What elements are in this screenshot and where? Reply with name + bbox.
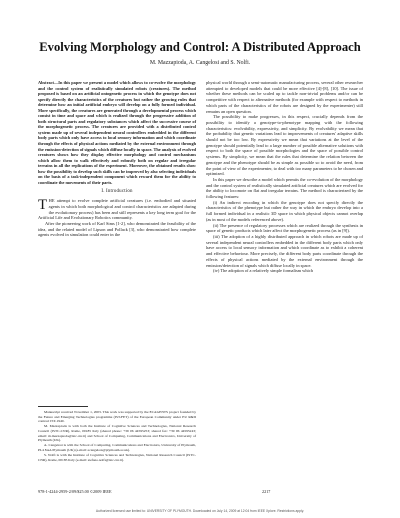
section-heading-introduction: I. Introduction xyxy=(101,189,133,195)
right-paragraph-5: (ii) The presence of regulatory processes which are realized through the synthesis in space of genetic products which later affect the morphogenetic process (as in [9]). xyxy=(206,222,363,234)
footnote-author-3: S. Nolfi is with the Institute of Cognitive Sciences and Technologies, National Research Council (ISTC-CNR), Rome, 00185 Italy (e-mail: stefano.nolfi@istc.cnr.it). xyxy=(38,453,196,462)
intro-paragraph-2: After the pioneering work of Karl Sims [1-2], who demonstrated the feasibility of the idea, and the related model of Lipson and Pollack [3], who demonstrated how complete agents evolved in simulation could enter in the xyxy=(38,220,196,238)
drop-cap: T xyxy=(38,197,48,214)
footnotes xyxy=(38,410,196,463)
right-column xyxy=(206,80,363,274)
intro-paragraph-1-text: HE attempt to evolve complete artificial creatures (i.e. embodied and situated agents in which both morphological and control characteristics are adapted during the evolutionary process) has been and still represents a key long term goal for the Artificial Life and Evolutionary Robotics community. xyxy=(38,198,196,221)
right-paragraph-1: physical world through a semi-automatic manufacturing process, several other researcher attempted to developed models that could be more effective [4]-[8], [10]. The issue of whether these methods can be scaled up to tackle non-trivial problems and/or can be competitive with respect to alternative methods (for example with respect to methods in which parts of the characteristics of the robots are designed by the experimenter) still remains an open question. xyxy=(206,80,363,114)
intro-paragraph-1 xyxy=(38,198,196,221)
footnote-author-1: M. Mazzapioda is with both the Institute of Cognitive Sciences and Technologies, National Research Council (ISTC-CNR), Rome, 00185 Italy (shared phone: +39 06 44595253; shared fax: +39 06 44595243; email: m.mazzapioda@istc.cnr.it) and School of Computing, Communications and Electronics, University of Plymouth (UK). xyxy=(38,424,196,443)
footnote-manuscript: Manuscript received November 1, 2003. This work was supported by the ECAGENTS project founded by the Future and Emerging Technologies programme (IST-FET) of the European Community under EU R&D contract IST-1940. xyxy=(38,410,196,424)
right-paragraph-3: In this paper we describe a model which permits the co-evolution of the morphology and the control system of realistically simulated artificial creatures which are evolved for the ability to locomote on flat and irregular terrains. The method is characterized by the following features: xyxy=(206,176,363,200)
page-number: 2217 xyxy=(262,489,271,494)
right-paragraph-6: (iii) The adoption of a highly distributed approach in which robots are made up of several independent neural controllers embedded in the different body parts which only have access to local sensory information and which coordinate as to exhibit a coherent and effective behaviour. More precisely, the different body parts coordinate through the effects of physical actions mediated by the external environment through the emission/detection of signals which diffuse locally in space. xyxy=(206,233,363,268)
right-paragraph-4: (i) An indirect encoding in which the genotype does not specify directly the characteristics of the phenotype but rather the way in which the embryo develop into a full formed individual in a realistic 3D space in which physical objects cannot overlap (as in most of the models referenced above). xyxy=(206,199,363,222)
paper-authors: M. Mazzapioda, A. Cangelosi and S. Nolfi. xyxy=(149,60,251,66)
right-paragraph-7: (iv) The adoption of a relatively simple formalism which xyxy=(213,268,313,274)
right-paragraph-2: The possibility to make progresses, in this respect, crucially depends from the possibility to identify a genotype-to-phenotype mapping with the following characteristics: evolvability, expressivity, and simplicity. By evolvability we mean that the probability that genetic variations lead to improvements of creatures' adaptive skills should not be too low. By expressivity we mean that variations at the level of the genotype should potentially lead to a large number of possible alternative solutions with respect to both the space of possible morphologies and the space of possible control systems. By simplicity, we mean that the rules that determine the relation between the genotype and the phenotype should be as simple as possible so to avoid the need, from the point of view of the experimenter, to deal with too many parameters to be chosen and optimized. xyxy=(206,114,363,177)
isbn-line: 978-1-4244-2959-2/09/$25.00 ©2009 IEEE xyxy=(38,489,112,494)
paper-title: Evolving Morphology and Control: A Distributed Approach xyxy=(39,40,361,54)
abstract: Abstract—In this paper we present a model which allows to co-evolve the morphology and the control system of realistically simulated robots (creatures). The method proposed is based on an artificial ontogenetic process in which the genotype does not specify directly the characteristics of the creatures but rather the growing rules that determine how an initial artificial embryo will develop on a fully formed individual. More specifically, the creatures are generated through a developmental process which consist in time and space and which is realized through the progressive addition of both structural parts and regulatory substances which affect the successive course of the morphogenetic process. The creatures are provided with a distributed control system made up of several independent neural controllers embedded in the different body parts which only have access to local sensory information and which coordinate through the effects of physical actions mediated by the external environment through the emission-detection of signals which diffuse locally in space. The analysis of evolved creatures shows how they display effective morphology and control mechanisms which allow them to walk effectively and robustly both on regular and irregular terrains in all the replications of the experiment. Moreover, the obtained results show how the possibility to develop such skills can be improved by also selecting individuals on the basis of a task-independent component which reward them for the ability to coordinate the movements of their parts. xyxy=(38,80,196,185)
left-column xyxy=(38,80,196,238)
footnote-author-2: A. Cangelosi is with the School of Computing, Communications and Electronics, University of Plymouth, PL4 8AA Plymouth (UK) (e-mail: acangelosi@plymouth.ac.uk). xyxy=(38,443,196,452)
license-footer: Authorized licensed use limited to: UNIVERSITY OF PLYMOUTH. Downloaded on July 14, 2009 at 12:04 from IEEE Xplore. Restrictions apply. xyxy=(95,509,305,513)
footnote-rule xyxy=(38,406,88,407)
